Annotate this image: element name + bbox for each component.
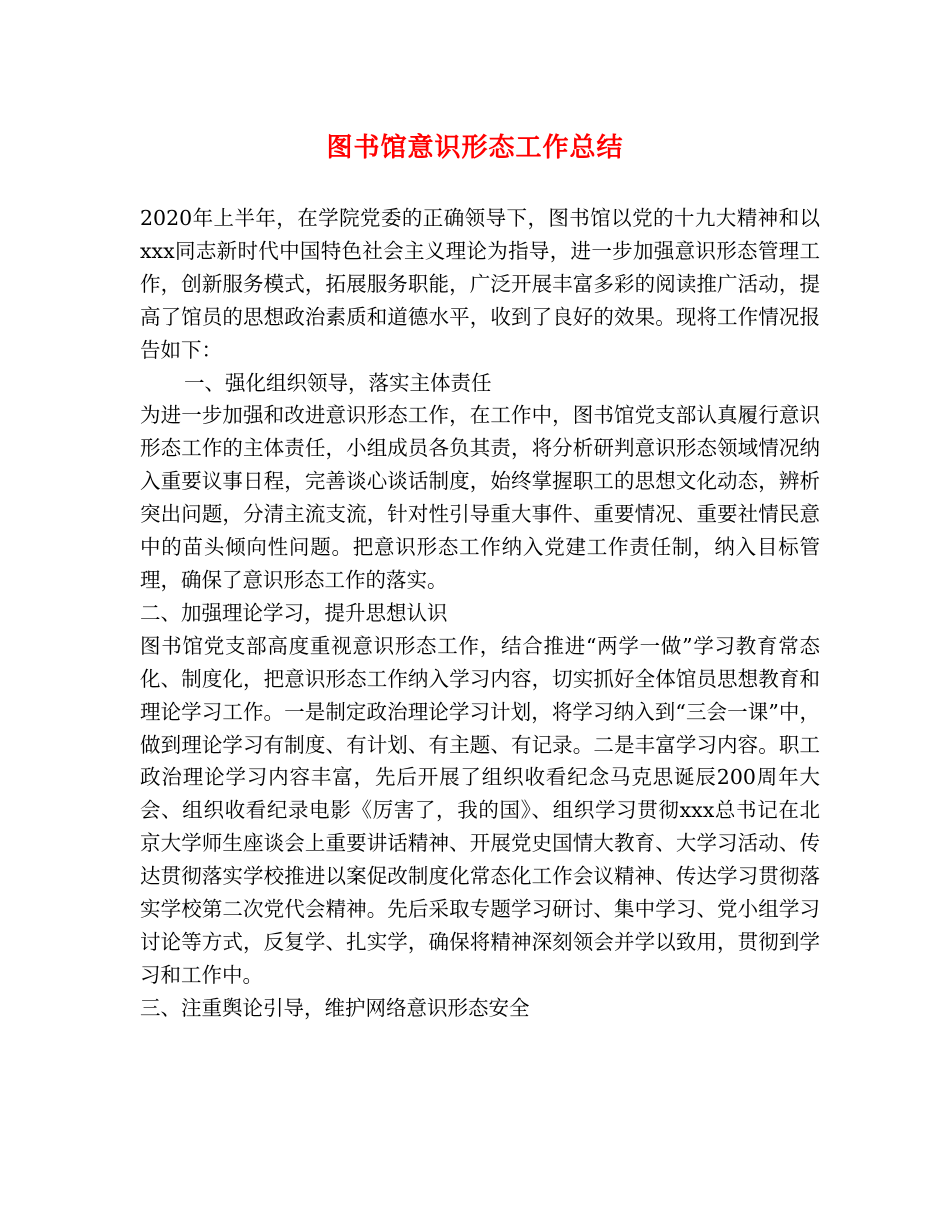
document-body [140,202,820,1025]
section-heading-1: 一、强化组织领导，落实主体责任 [184,370,492,395]
document-title: 图书馆意识形态工作总结 [326,133,624,163]
intro-paragraph: 2020年上半年，在学院党委的正确领导下，图书馆以党的十九大精神和以xxx同志新时代中国特色社会主义理论为指导，进一步加强意识形态管理工作，创新服务模式，拓展服务职能，广泛开展丰富多彩的阅读推广活动，提高了馆员的思想政治素质和道德水平，收到了良好的效果。现将工作情况报告如下： [140,206,820,362]
section-1-paragraph: 为进一步加强和改进意识形态工作，在工作中，图书馆党支部认真履行意识形态工作的主体责任，小组成员各负其责，将分析研判意识形态领域情况纳入重要议事日程，完善谈心谈话制度，始终掌握职工的思想文化动态，辨析突出问题，分清主流支流，针对性引导重大事件、重要情况、重要社情民意中的苗头倾向性问题。把意识形态工作纳入党建工作责任制，纳入目标管理，确保了意识形态工作的落实。 [140,403,820,592]
section-2-paragraph: 图书馆党支部高度重视意识形态工作，结合推进“两学一做”学习教育常态化、制度化，把意识形态工作纳入学习内容，切实抓好全体馆员思想教育和理论学习工作。一是制定政治理论学习计划，将学习纳入到“三会一课”中，做到理论学习有制度、有计划、有主题、有记录。二是丰富学习内容。职工政治理论学习内容丰富，先后开展了组织收看纪念马克思诞辰200周年大会、组织收看纪录电影《厉害了，我的国》、组织学习贯彻xxx总书记在北京大学师生座谈会上重要讲话精神、开展党史国情大教育、大学习活动、传达贯彻落实学校推进以案促改制度化常态化工作会议精神、传达学习贯彻落实学校第二次党代会精神。先后采取专题学习研讨、集中学习、党小组学习讨论等方式，反复学、扎实学，确保将精神深刻领会并学以致用，贯彻到学习和工作中。 [140,633,820,987]
section-heading-2: 二、加强理论学习，提升思想认识 [140,600,448,625]
section-heading-3: 三、注重舆论引导，维护网络意识形态安全 [140,995,530,1020]
